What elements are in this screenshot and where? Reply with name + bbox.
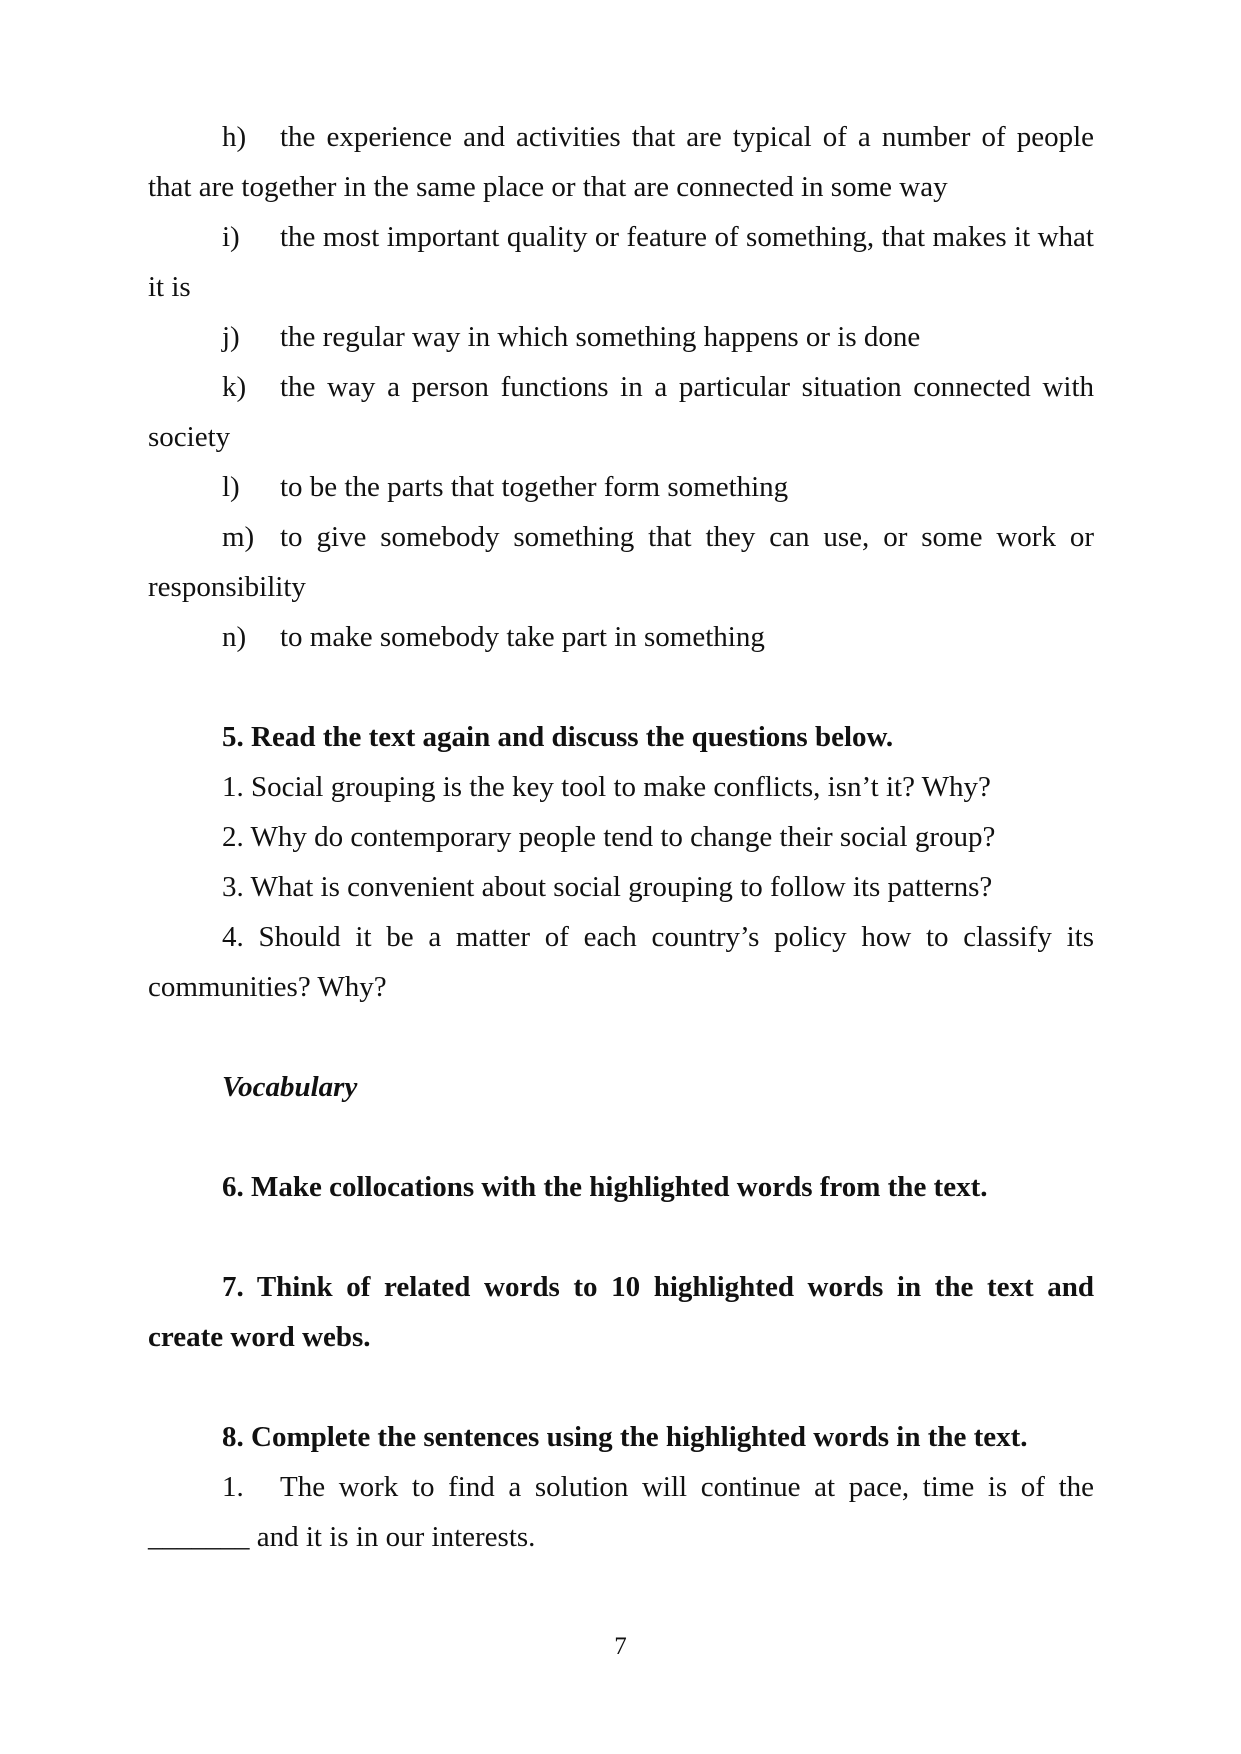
task7-heading: 7. Think of related words to 10 highlighted words in the text and create word webs.: [148, 1271, 1094, 1353]
definition-n: [148, 612, 1094, 662]
task8-item: [148, 1462, 1094, 1562]
item-text-after: and it is in our interests.: [256, 1521, 536, 1553]
task8-heading: 8. Complete the sentences using the highlighted words in the text.: [222, 1421, 1028, 1453]
spacer: [148, 1112, 1094, 1162]
spacer: [148, 1012, 1094, 1062]
page-number: 7: [614, 1633, 627, 1660]
task5-heading: 5. Read the text again and discuss the questions below.: [222, 721, 894, 753]
spacer: [148, 1212, 1094, 1262]
definition-h: [148, 112, 1094, 212]
task5-question: 4. Should it be a matter of each country’s policy how to classify its communities? Why?: [148, 921, 1094, 1003]
definition-i: [148, 212, 1094, 312]
definition-text: the regular way in which something happens or is done: [280, 321, 921, 353]
definition-j: [148, 312, 1094, 362]
spacer: [148, 662, 1094, 712]
page-content: [148, 112, 1094, 1562]
item-number: 1.: [222, 1471, 244, 1503]
spacer: [148, 1362, 1094, 1412]
task6-heading: 6. Make collocations with the highlighted words from the text.: [222, 1171, 988, 1203]
definition-label: h): [222, 121, 247, 153]
definition-label: i): [222, 221, 240, 253]
definition-l: [148, 462, 1094, 512]
definition-label: m): [222, 521, 255, 553]
definition-label: n): [222, 621, 247, 653]
definition-text: the way a person functions in a particular situation connected with society: [148, 371, 1094, 453]
definition-text: to make somebody take part in something: [280, 621, 765, 653]
definition-text: to give somebody something that they can use, or some work or responsibility: [148, 521, 1094, 603]
definition-m: [148, 512, 1094, 612]
definition-text: the experience and activities that are typical of a number of people that are together in the same place or that are connected in some way: [148, 121, 1094, 203]
definition-label: l): [222, 471, 240, 503]
definition-label: k): [222, 371, 247, 403]
fill-in-blank: _______: [148, 1521, 250, 1553]
item-text-before: The work to find a solution will continue at pace, time is of the: [280, 1471, 1094, 1503]
task5-question: 2. Why do contemporary people tend to change their social group?: [222, 821, 996, 853]
definition-text: to be the parts that together form something: [280, 471, 789, 503]
definition-k: [148, 362, 1094, 462]
definition-text: the most important quality or feature of something, that makes it what it is: [148, 221, 1094, 303]
task5-question: 1. Social grouping is the key tool to make conflicts, isn’t it? Why?: [222, 771, 991, 803]
definition-label: j): [222, 321, 240, 353]
task5-question: 3. What is convenient about social grouping to follow its patterns?: [222, 871, 993, 903]
vocabulary-title: Vocabulary: [222, 1071, 358, 1103]
